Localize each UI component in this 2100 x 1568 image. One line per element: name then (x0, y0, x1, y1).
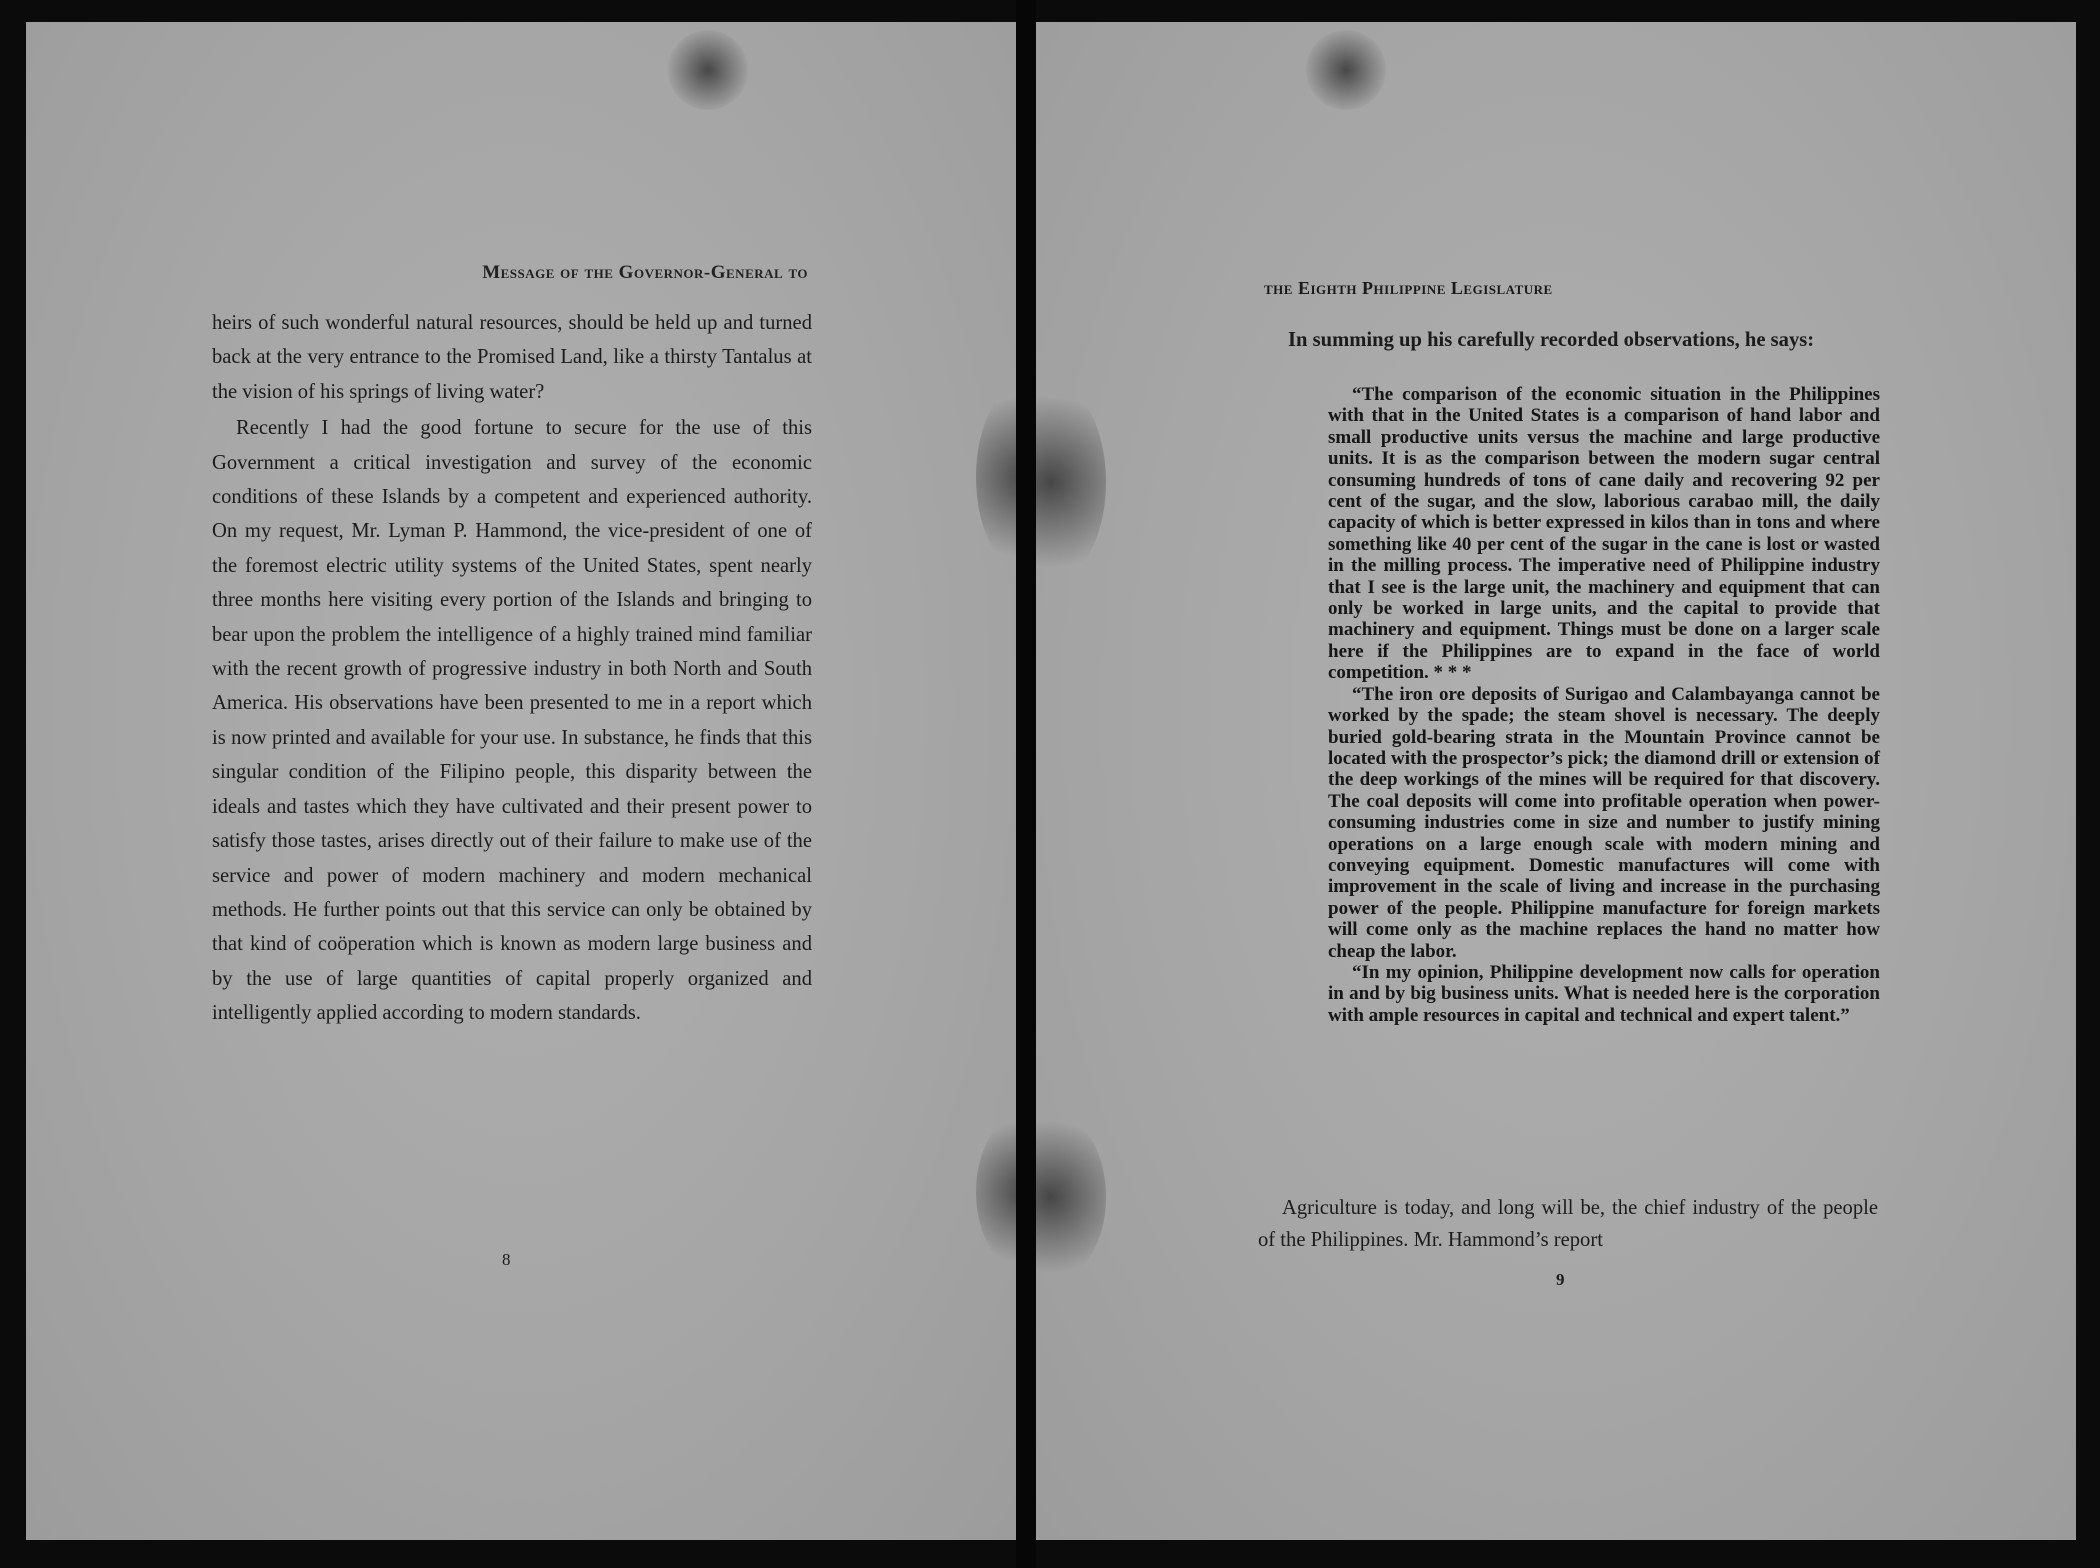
intro-paragraph (1264, 324, 1880, 356)
ink-smudge (976, 382, 1016, 572)
ink-smudge (1036, 382, 1106, 582)
running-head: the Eighth Philippine Legislature (1264, 278, 1553, 298)
quote-paragraph: “The iron ore deposits of Surigao and Calambayanga cannot be worked by the spade; the steam shovel is necessary. The deeply buried gold-bearing strata in the Mountain Province cannot be located with the prospector’s pick; the diamond drill or extension of the deep workings of the mines will be required for that discovery. The coal deposits will come into profitable operation when power-consuming industries come in size and number to justify mining operations on a large enough scale with modern mining and conveying equipment. Domestic manufactures will come with improvement in the scale of living and increase in the purchasing power of the people. Philippine manufacture for foreign markets will come only as the machine replaces the hand no matter how cheap the labor. (1328, 683, 1880, 962)
book-spine-gutter (1016, 0, 1036, 1568)
page-number: 8 (502, 1250, 511, 1269)
body-text (212, 306, 812, 1031)
quote-paragraph: “The comparison of the economic situation in the Philippines with that in the United States is a comparison of hand labor and small productive units versus the machine and large productive units. It is as the comparison between the modern sugar central consuming hundreds of tons of cane daily and recovering 92 per cent of the sugar, and the slow, laborious carabao mill, the daily capacity of which is better expressed in kilos than in tons and where something like 40 per cent of the sugar in the cane is lost or wasted in the milling process. The imperative need of Philippine industry that I see is the large unit, the machinery and equipment that can only be worked in large units, and the capital to provide that machinery and equipment. Things must be done on a larger scale here if the Philippines are to expand in the face of world competition. * * * (1328, 384, 1880, 684)
page-number: 9 (1556, 1270, 1565, 1289)
closing-text: Agriculture is today, and long will be, the chief industry of the people of the Philippines. Mr. Hammond’s report (1258, 1197, 1878, 1251)
block-quote (1328, 384, 1880, 1026)
left-page (26, 22, 1016, 1540)
ink-smudge (668, 30, 748, 110)
paragraph: Recently I had the good fortune to secure for the use of this Government a critical investigation and survey of the economic conditions of these Islands by a competent and experienced authority. On my request, Mr. Lyman P. Hammond, the vice-president of one of the foremost electric utility systems of the United States, spent nearly three months here visiting every portion of the Islands and bringing to bear upon the problem the intelligence of a highly trained mind familiar with the recent growth of progressive industry in both North and South America. His observations have been presented to me in a report which is now printed and available for your use. In substance, he finds that this singular condition of the Filipino people, this disparity between the ideals and tastes which they have cultivated and their present power to satisfy those tastes, arises directly out of their failure to make use of the service and power of modern machinery and modern mechanical methods. He further points out that this service can only be obtained by that kind of coöperation which is known as modern large business and by the use of large quantities of capital properly organized and intelligently applied according to modern standards. (212, 417, 812, 1025)
paragraph: heirs of such wonderful natural resources, should be held up and turned back at the very entrance to the Promised Land, like a thirsty Tantalus at the vision of his springs of living water? (212, 312, 812, 403)
right-page (1036, 22, 2076, 1540)
closing-paragraph (1258, 1192, 1878, 1256)
quote-paragraph: “In my opinion, Philippine development now calls for operation in and by big business units. What is needed here is the corporation with ample resources in capital and technical and expert talent.” (1328, 961, 1880, 1026)
running-head: Message of the Governor-General to (482, 262, 808, 283)
ink-smudge (976, 1112, 1016, 1272)
ink-smudge (1036, 1112, 1106, 1282)
intro-text: In summing up his carefully recorded observations, he says: (1288, 329, 1815, 351)
ink-smudge (1306, 30, 1386, 110)
